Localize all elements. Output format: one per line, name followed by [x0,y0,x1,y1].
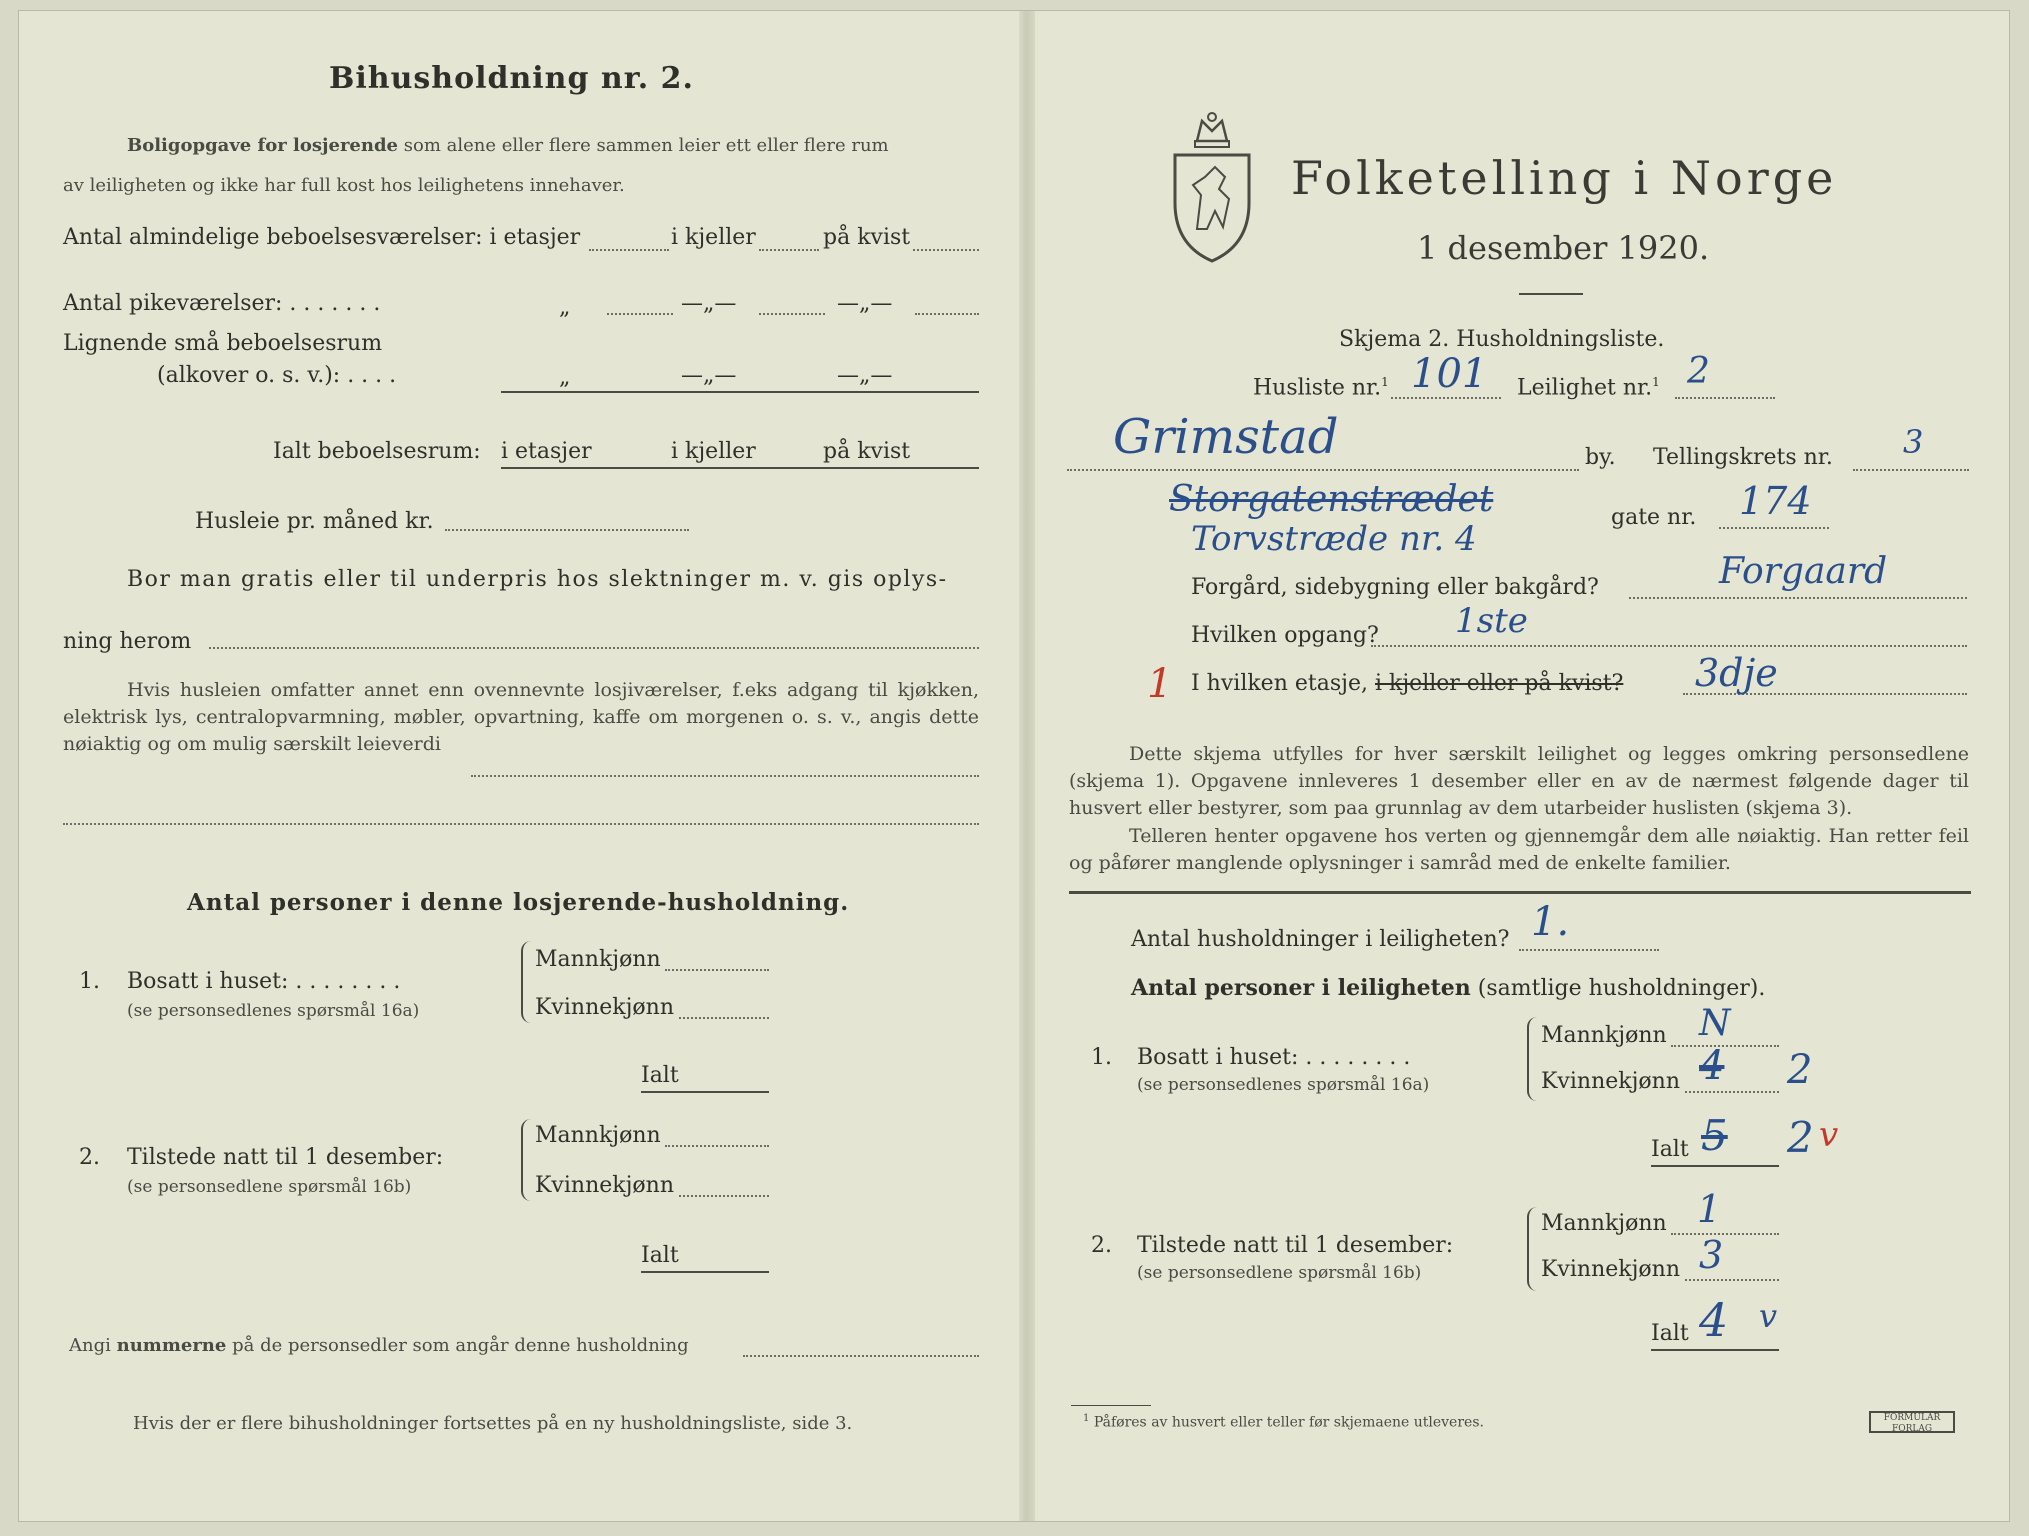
left-q2-mann: Mannkjønn [535,1123,661,1148]
right-q1-kvinne-line [1685,1091,1779,1093]
hvis-paragraph: Hvis husleien omfatter annet enn ovennevnte losjiværelser, f.eks adgang til kjøkken, elektrisk lys, centralopvarmning, møbler, opvartning, kaffe om morgenen o. s. v., angis dette nøiaktig og om mulig særskilt leieverdi [63,679,979,755]
gate-value: 174 [1739,479,1812,523]
antal-hush-line [1519,949,1659,951]
gratis-line-2: ning herom [63,629,192,654]
left-footer: Hvis der er flere bihusholdninger fortsettes på en ny husholdningsliste, side 3. [133,1413,853,1434]
antal-hush-label: Antal husholdninger i leiligheten? [1131,927,1510,952]
line-husleie [445,529,689,531]
right-q1-check: v [1819,1115,1839,1155]
tellingskrets-line [1853,469,1969,471]
row-antal-kjeller: i kjeller [671,225,756,250]
left-q2-sub: (se personsedlene spørsmål 16b) [127,1177,412,1197]
left-q2-ialt: Ialt [641,1243,679,1268]
intro-rest: som alene eller flere sammen leier ett eller flere rum [403,135,889,156]
left-q1-sub: (se personsedlenes spørsmål 16a) [127,1001,420,1021]
row-lignende-label: Lignende små beboelsesrum [63,331,383,356]
angi-word: Angi [69,1335,111,1356]
leilighet-value: 2 [1687,351,1710,392]
right-q1-num: 1. [1091,1045,1112,1070]
ialt-underline [501,467,979,469]
left-page [19,11,1019,1521]
skjema-label: Skjema 2. Husholdningsliste. [1339,327,1665,352]
right-q1-kvinne: Kvinnekjønn [1541,1069,1680,1094]
line-pike-2 [759,313,825,315]
line-kvist [913,249,979,251]
footnote-rule [1071,1405,1151,1406]
row-antal-kvist: på kvist [823,225,911,250]
antal-pers-line [1131,975,1765,1001]
leilighet-label [1517,375,1660,400]
antal-pers-rest: (samtlige husholdninger). [1477,976,1766,1001]
antal-hush-value: 1. [1531,899,1570,945]
right-q2-num: 2. [1091,1233,1112,1258]
etasje-value: 3dje [1695,651,1778,695]
pike-ditto-1: „ [559,295,571,320]
right-q2-ialt-line [1651,1349,1779,1351]
date-rule [1519,293,1583,295]
left-q2-label: Tilstede natt til 1 desember: [127,1145,444,1170]
section-rule [1069,891,1971,894]
row-ialt-kvist: på kvist [823,439,911,464]
opgang-line [1371,645,1967,647]
right-page [1019,11,2011,1521]
angi-bold: nummerne [116,1335,227,1356]
left-q1-num: 1. [79,969,100,994]
row-ialt-kjeller: i kjeller [671,439,756,464]
pike-ditto-2: —„— [681,291,737,316]
gate-line [1719,527,1829,529]
husliste-sup: 1 [1381,375,1389,389]
street-new-value: Torvstræde nr. 4 [1191,519,1477,559]
angi-line [69,1335,689,1356]
coat-of-arms-icon [1167,107,1257,267]
left-q2-kvinne-line [679,1195,769,1197]
street-struck-value: Storgatenstrædet [1169,479,1494,520]
right-q2-mann: Mannkjønn [1541,1211,1667,1236]
line-pike-3 [915,313,979,315]
left-q2-brace [521,1119,533,1201]
right-q1-kvinne-corr: 2 [1787,1047,1813,1093]
row-ialt-label: Ialt beboelsesrum: [273,439,481,464]
left-q1-kvinne-line [679,1017,769,1019]
right-q1-ialt-value: 5 [1701,1111,1728,1160]
line-leieverdi [471,775,979,777]
husliste-line [1391,397,1501,399]
line-kjeller [759,249,819,251]
line-extra [63,823,979,825]
printer-stamp: FORMULAR FORLAG [1869,1411,1955,1433]
right-q1-sub: (se personsedlenes spørsmål 16a) [1137,1075,1430,1095]
city-line [1067,469,1579,471]
alkover-ditto-2: —„— [681,363,737,388]
opgang-label: Hvilken opgang? [1191,623,1379,648]
right-date: 1 desember 1920. [1417,229,1710,267]
husliste-text: Husliste nr. [1253,375,1382,401]
city-value: Grimstad [1113,409,1339,465]
right-q1-label: Bosatt i huset: . . . . . . . . [1137,1045,1411,1070]
right-q2-label: Tilstede natt til 1 desember: [1137,1233,1454,1258]
alkover-ditto-1: „ [559,365,571,390]
census-form-sheet [18,10,2010,1522]
intro-line-2: av leiligheten og ikke har full kost hos leilighetens innehaver. [63,175,625,196]
right-q2-brace [1527,1207,1539,1291]
husliste-value: 101 [1411,351,1488,397]
left-q1-ialt: Ialt [641,1063,679,1088]
right-q1-brace [1527,1017,1539,1101]
antal-heading: Antal personer i denne losjerende-husholdning. [187,889,850,916]
right-q2-ialt: Ialt [1651,1321,1689,1346]
leilighet-line [1675,397,1775,399]
alkover-ditto-3: —„— [837,363,893,388]
left-q1-mann-line [665,969,769,971]
forgard-line [1629,597,1967,599]
left-q2-kvinne: Kvinnekjønn [535,1173,674,1198]
row-pike-label: Antal pikeværelser: . . . . . . . [63,291,381,316]
etasje-mark: 1 [1147,661,1173,707]
footnote-sup: 1 [1083,1413,1090,1424]
left-q1-kvinne: Kvinnekjønn [535,995,674,1020]
right-q2-sub: (se personsedlene spørsmål 16b) [1137,1263,1422,1283]
left-q2-mann-line [665,1145,769,1147]
leilighet-sup: 1 [1652,375,1660,389]
tellingskrets-label: Tellingskrets nr. [1653,445,1833,470]
antal-pers-bold: Antal personer i leiligheten [1131,975,1471,1001]
forgard-value: Forgaard [1719,551,1888,592]
pike-ditto-3: —„— [837,291,893,316]
row-antal-label: Antal almindelige beboelsesværelser: i etasjer [63,225,581,250]
right-q2-mann-value: 1 [1697,1187,1722,1231]
intro-bold: Boligopgave for losjerende [127,135,399,156]
by-label: by. [1585,445,1616,470]
angi-rest: på de personsedler som angår denne husholdning [232,1335,689,1356]
right-q1-ialt-corr: 2 [1787,1113,1814,1162]
row-ialt-etasjer: i etasjer [501,439,592,464]
left-q1-ialt-line [641,1091,769,1093]
opgang-value: 1ste [1455,601,1528,641]
footnote-text: Påføres av husvert eller teller før skjemaene utleveres. [1093,1414,1484,1431]
dette-paragraph: Dette skjema utfylles for hver særskilt leilighet og legges omkring personsedlene (skjema 1). Opgavene innleveres 1 desember eller en av de nærmest følgende dager til husvert eller bestyrer, som paa grunnlag av dem utarbeider huslisten (skjema 3). [1069,743,1969,819]
line-gratis [209,647,979,649]
right-q2-ialt-value: 4 [1699,1293,1729,1347]
right-q1-mann-value: N [1699,1003,1731,1044]
tellingskrets-value: 3 [1903,423,1924,461]
left-q1-mann: Mannkjønn [535,947,661,972]
left-q1-label: Bosatt i huset: . . . . . . . . [127,969,401,994]
right-q1-kvinne-value: 4 [1699,1043,1725,1089]
footnote [1083,1413,1484,1431]
alkover-underline [501,391,979,393]
right-q1-ialt-line [1651,1165,1779,1167]
line-angi [743,1355,979,1357]
left-q2-ialt-line [641,1271,769,1273]
right-q1-mann: Mannkjønn [1541,1023,1667,1048]
right-q2-check: v [1759,1297,1778,1335]
husliste-label [1253,375,1389,400]
right-q2-kvinne-value: 3 [1699,1233,1724,1277]
intro-line-1 [127,135,889,156]
gate-label: gate nr. [1611,505,1697,530]
left-q1-brace [521,941,533,1023]
telleren-paragraph: Telleren henter opgavene hos verten og gjennemgår dem alle nøiaktig. Han retter feil og påfører manglende oplysninger i samråd med de enkelte familier. [1069,825,1969,874]
line-etasjer [589,249,669,251]
etasje-struck: i kjeller eller på kvist? [1375,671,1624,696]
right-q2-mann-line [1671,1233,1779,1235]
right-q2-kvinne: Kvinnekjønn [1541,1257,1680,1282]
forgard-label: Forgård, sidebygning eller bakgård? [1191,575,1599,600]
row-alkover-label: (alkover o. s. v.): . . . . [157,363,397,388]
etasje-label: I hvilken etasje, [1191,671,1368,696]
right-q1-ialt: Ialt [1651,1137,1689,1162]
row-husleie-label: Husleie pr. måned kr. [195,509,434,534]
gratis-line-1: Bor man gratis eller til underpris hos slektninger m. v. gis oplys- [127,567,948,592]
left-q2-num: 2. [79,1145,100,1170]
leilighet-text: Leilighet nr. [1517,375,1653,401]
right-title: Folketelling i Norge [1291,151,1838,205]
line-pike-1 [607,313,673,315]
right-q2-kvinne-line [1685,1279,1779,1281]
left-title: Bihusholdning nr. 2. [329,61,694,96]
right-q1-mann-line [1671,1045,1779,1047]
